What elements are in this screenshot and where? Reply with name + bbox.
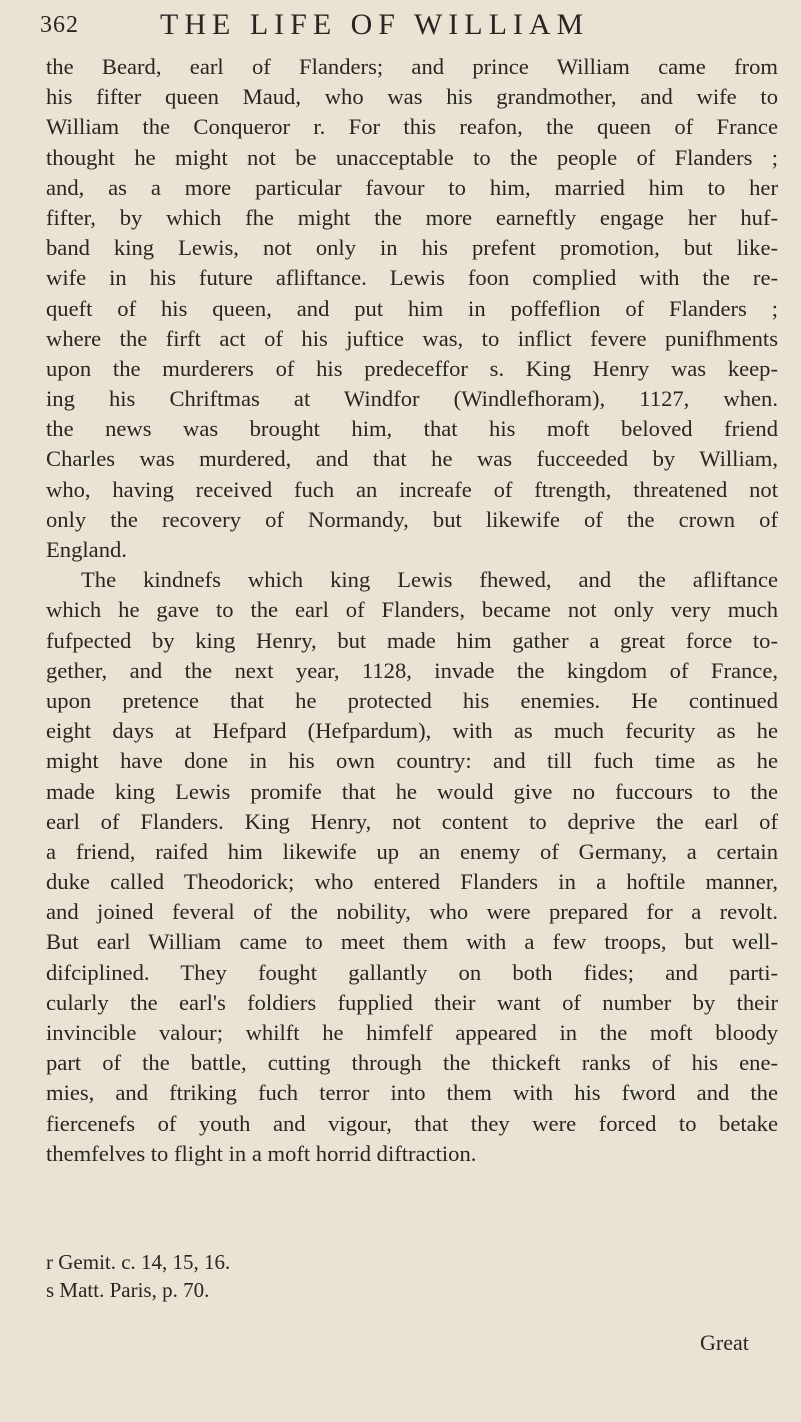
- footnote: s Matt. Paris, p. 70.: [46, 1278, 210, 1302]
- text-line: and joined feveral of the nobility, who were prepared for a revolt.: [46, 899, 778, 925]
- text-line: might have done in his own country: and till fuch time as he: [46, 748, 778, 774]
- text-line: mies, and ftriking fuch terror into them with his fword and the: [46, 1080, 778, 1106]
- text-line: The kindnefs which king Lewis fhewed, and the afliftance: [81, 567, 778, 593]
- text-line: which he gave to the earl of Flanders, became not only very much: [46, 597, 778, 623]
- text-line: a friend, raifed him likewife up an enemy of Germany, a certain: [46, 838, 778, 864]
- page-number: 362: [40, 12, 79, 38]
- text-line: upon pretence that he protected his enemies. He continued: [46, 687, 778, 713]
- text-line: his fifter queen Maud, who was his grandmother, and wife to: [46, 84, 778, 110]
- text-line: who, having received fuch an increafe of ftrength, threatened not: [46, 476, 778, 502]
- text-line: invincible valour; whilft he himfelf appeared in the moft bloody: [46, 1020, 778, 1045]
- text-line: earl of Flanders. King Henry, not content to deprive the earl of: [46, 808, 778, 834]
- text-line: themfelves to flight in a moft horrid diftraction.: [46, 1140, 477, 1166]
- text-line: England.: [46, 537, 127, 562]
- text-line: fiercenefs of youth and vigour, that they were forced to betake: [46, 1110, 778, 1136]
- footnotes: [46, 1248, 546, 1304]
- text-line: wife in his future afliftance. Lewis foon complied with the re-: [46, 265, 778, 291]
- running-title: THE LIFE OF WILLIAM: [160, 8, 590, 41]
- text-line: But earl William came to meet them with a few troops, but well-: [46, 929, 778, 955]
- text-line: fifter, by which fhe might the more earneftly engage her huf-: [46, 204, 778, 230]
- text-line: the news was brought him, that his moft beloved friend: [46, 416, 778, 442]
- text-line: the Beard, earl of Flanders; and prince William came from: [46, 54, 778, 79]
- body-text: [46, 52, 778, 1169]
- text-line: thought he might not be unacceptable to the people of Flanders ;: [46, 144, 778, 170]
- text-line: cularly the earl's foldiers fupplied their want of number by their: [46, 989, 778, 1015]
- text-line: only the recovery of Normandy, but likewife of the crown of: [46, 506, 778, 532]
- text-line: duke called Theodorick; who entered Flanders in a hoftile manner,: [46, 869, 778, 895]
- running-header: [40, 8, 780, 48]
- text-line: eight days at Hefpard (Hefpardum), with as much fecurity as he: [46, 718, 778, 744]
- text-line: and, as a more particular favour to him, married him to her: [46, 174, 778, 200]
- text-line: gether, and the next year, 1128, invade the kingdom of France,: [46, 657, 778, 683]
- text-line: band king Lewis, not only in his prefent promotion, but like-: [46, 235, 778, 261]
- text-line: difciplined. They fought gallantly on both fides; and parti-: [46, 959, 778, 985]
- footnote: r Gemit. c. 14, 15, 16.: [46, 1250, 231, 1274]
- text-line: William the Conqueror r. For this reafon, the queen of France: [46, 114, 778, 140]
- text-line: queft of his queen, and put him in poffeflion of Flanders ;: [46, 295, 778, 321]
- text-line: upon the murderers of his predeceffor s. King Henry was keep-: [46, 355, 778, 381]
- text-line: ing his Chriftmas at Windfor (Windlefhoram), 1127, when.: [46, 386, 778, 412]
- text-line: fufpected by king Henry, but made him gather a great force to-: [46, 627, 778, 653]
- text-line: where the firft act of his juftice was, to inflict fevere punifhments: [46, 325, 778, 351]
- text-line: made king Lewis promife that he would give no fuccours to the: [46, 778, 778, 804]
- text-line: part of the battle, cutting through the thickeft ranks of his ene-: [46, 1050, 778, 1076]
- text-line: Charles was murdered, and that he was fucceeded by William,: [46, 446, 778, 472]
- catchword: Great: [700, 1330, 749, 1355]
